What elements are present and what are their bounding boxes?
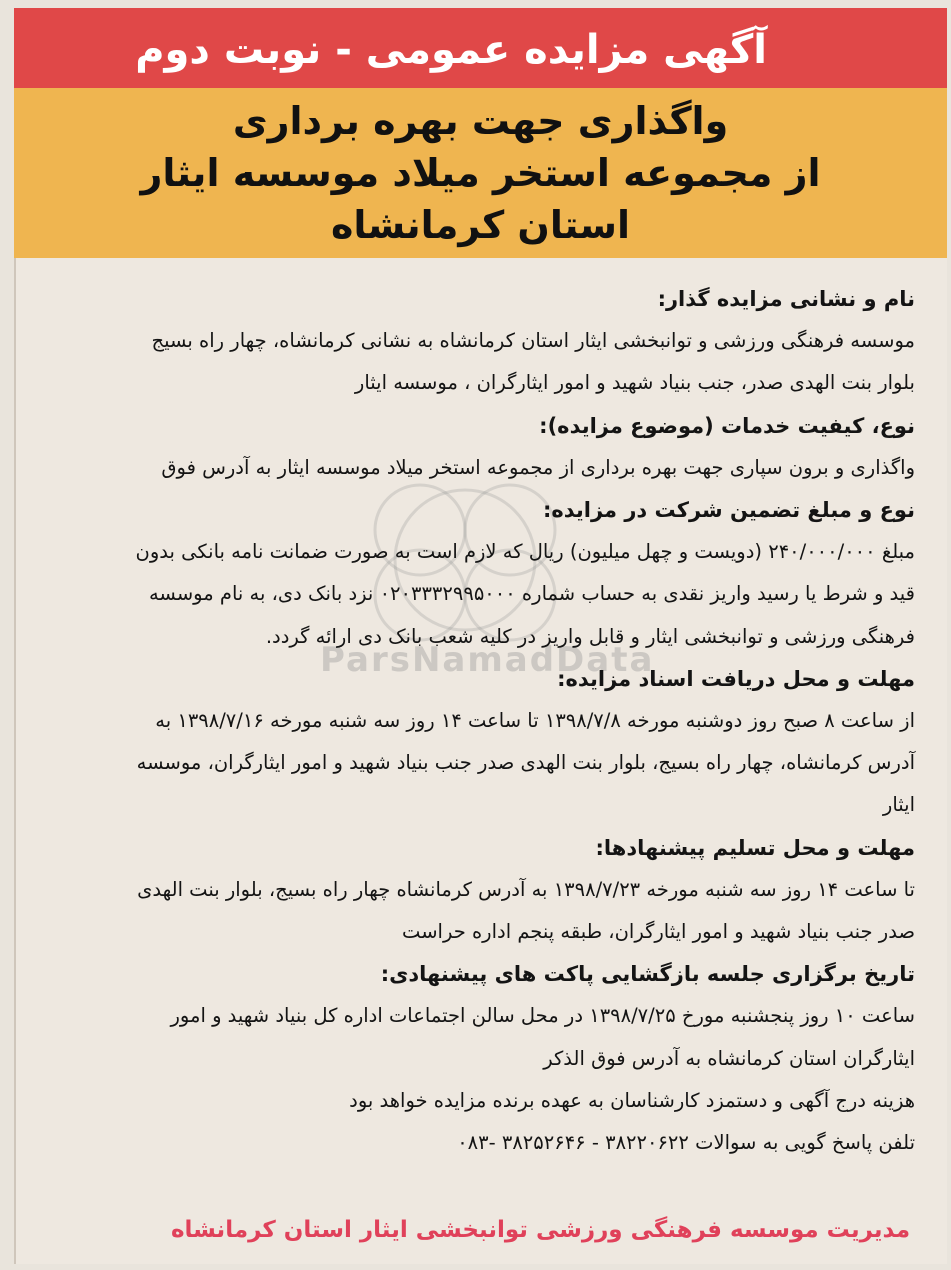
notice-content [40, 278, 915, 1164]
section-line: صدر جنب بنیاد شهید و امور ایثارگران، طبقه پنجم اداره حراست [402, 920, 915, 944]
title-line-3: استان کرمانشاه [331, 203, 631, 247]
section-line: ایثار [882, 793, 915, 817]
section-line: ساعت ۱۰ روز پنجشنبه مورخ ۱۳۹۸/۷/۲۵ در محل سالن اجتماعات اداره کل بنیاد شهید و امور [170, 1004, 915, 1028]
section-heading-guarantee: نوع و مبلغ تضمین شرکت در مزایده: [542, 498, 915, 523]
section-line: فرهنگی ورزشی و توانبخشی ایثار و قابل واریز در کلیه شعب بانک دی ارائه گردد. [265, 624, 915, 648]
section-heading-documents: مهلت و محل دریافت اسناد مزایده: [557, 666, 915, 691]
section-line: هزینه درج آگهی و دستمزد کارشناسان به عهده برنده مزایده خواهد بود [349, 1088, 915, 1112]
section-line: آدرس کرمانشاه، چهار راه بسیج، بلوار بنت الهدی صدر جنب بنیاد شهید و امور ایثارگران، موسسه [136, 751, 915, 775]
phone-line: تلفن پاسخ گویی به سوالات ۳۸۲۲۰۶۲۲ - ۳۸۲۵۲۶۴۶ -۰۸۳ [457, 1131, 915, 1155]
section-line: موسسه فرهنگی ورزشی و توانبخشی ایثار استان کرمانشاه به نشانی کرمانشاه، چهار راه بسیج [151, 329, 915, 353]
section-heading-auctioneer: نام و نشانی مزایده گذار: [657, 287, 915, 311]
section-line: مبلغ ۲۴۰/۰۰۰/۰۰۰ (دویست و چهل میلیون) ریال که لازم است به صورت ضمانت نامه بانکی بدون [135, 540, 915, 564]
section-line: بلوار بنت الهدی صدر، جنب بنیاد شهید و امور ایثارگران ، موسسه ایثار [354, 371, 915, 395]
section-line: واگذاری و برون سپاری جهت بهره برداری از مجموعه استخر میلاد موسسه ایثار به آدرس فوق [161, 455, 915, 479]
section-heading-subject: نوع، کیفیت خدمات (موضوع مزایده): [539, 413, 915, 438]
section-line: ایثارگران استان کرمانشاه به آدرس فوق الذکر [543, 1046, 915, 1070]
section-heading-opening: تاریخ برگزاری جلسه بازگشایی پاکت های پیشنهادی: [380, 962, 915, 987]
watermark-text: ParsNamadData [320, 640, 655, 680]
title-line-2: از مجموعه استخر میلاد موسسه ایثار [140, 151, 821, 195]
title-band [14, 88, 947, 258]
notice-banner [14, 8, 947, 92]
title-line-1: واگذاری جهت بهره برداری [232, 99, 729, 143]
banner-text: آگهی مزایده عمومی - نوبت دوم [135, 27, 767, 73]
section-heading-submission: مهلت و محل تسلیم پیشنهادها: [595, 835, 915, 860]
section-line: از ساعت ۸ صبح روز دوشنبه مورخه ۱۳۹۸/۷/۸ تا ساعت ۱۴ روز سه شنبه مورخه ۱۳۹۸/۷/۱۶ به [155, 709, 915, 733]
footer-signature: مدیریت موسسه فرهنگی ورزشی توانبخشی ایثار استان کرمانشاه [170, 1217, 911, 1243]
section-line: تا ساعت ۱۴ روز سه شنبه مورخه ۱۳۹۸/۷/۲۳ به آدرس کرمانشاه چهار راه بسیج، بلوار بنت الهدی [137, 877, 915, 901]
section-line: قید و شرط یا رسید واریز نقدی به حساب شماره ۰۲۰۳۳۳۲۹۹۵۰۰۰ نزد بانک دی، به نام موسسه [148, 582, 915, 606]
